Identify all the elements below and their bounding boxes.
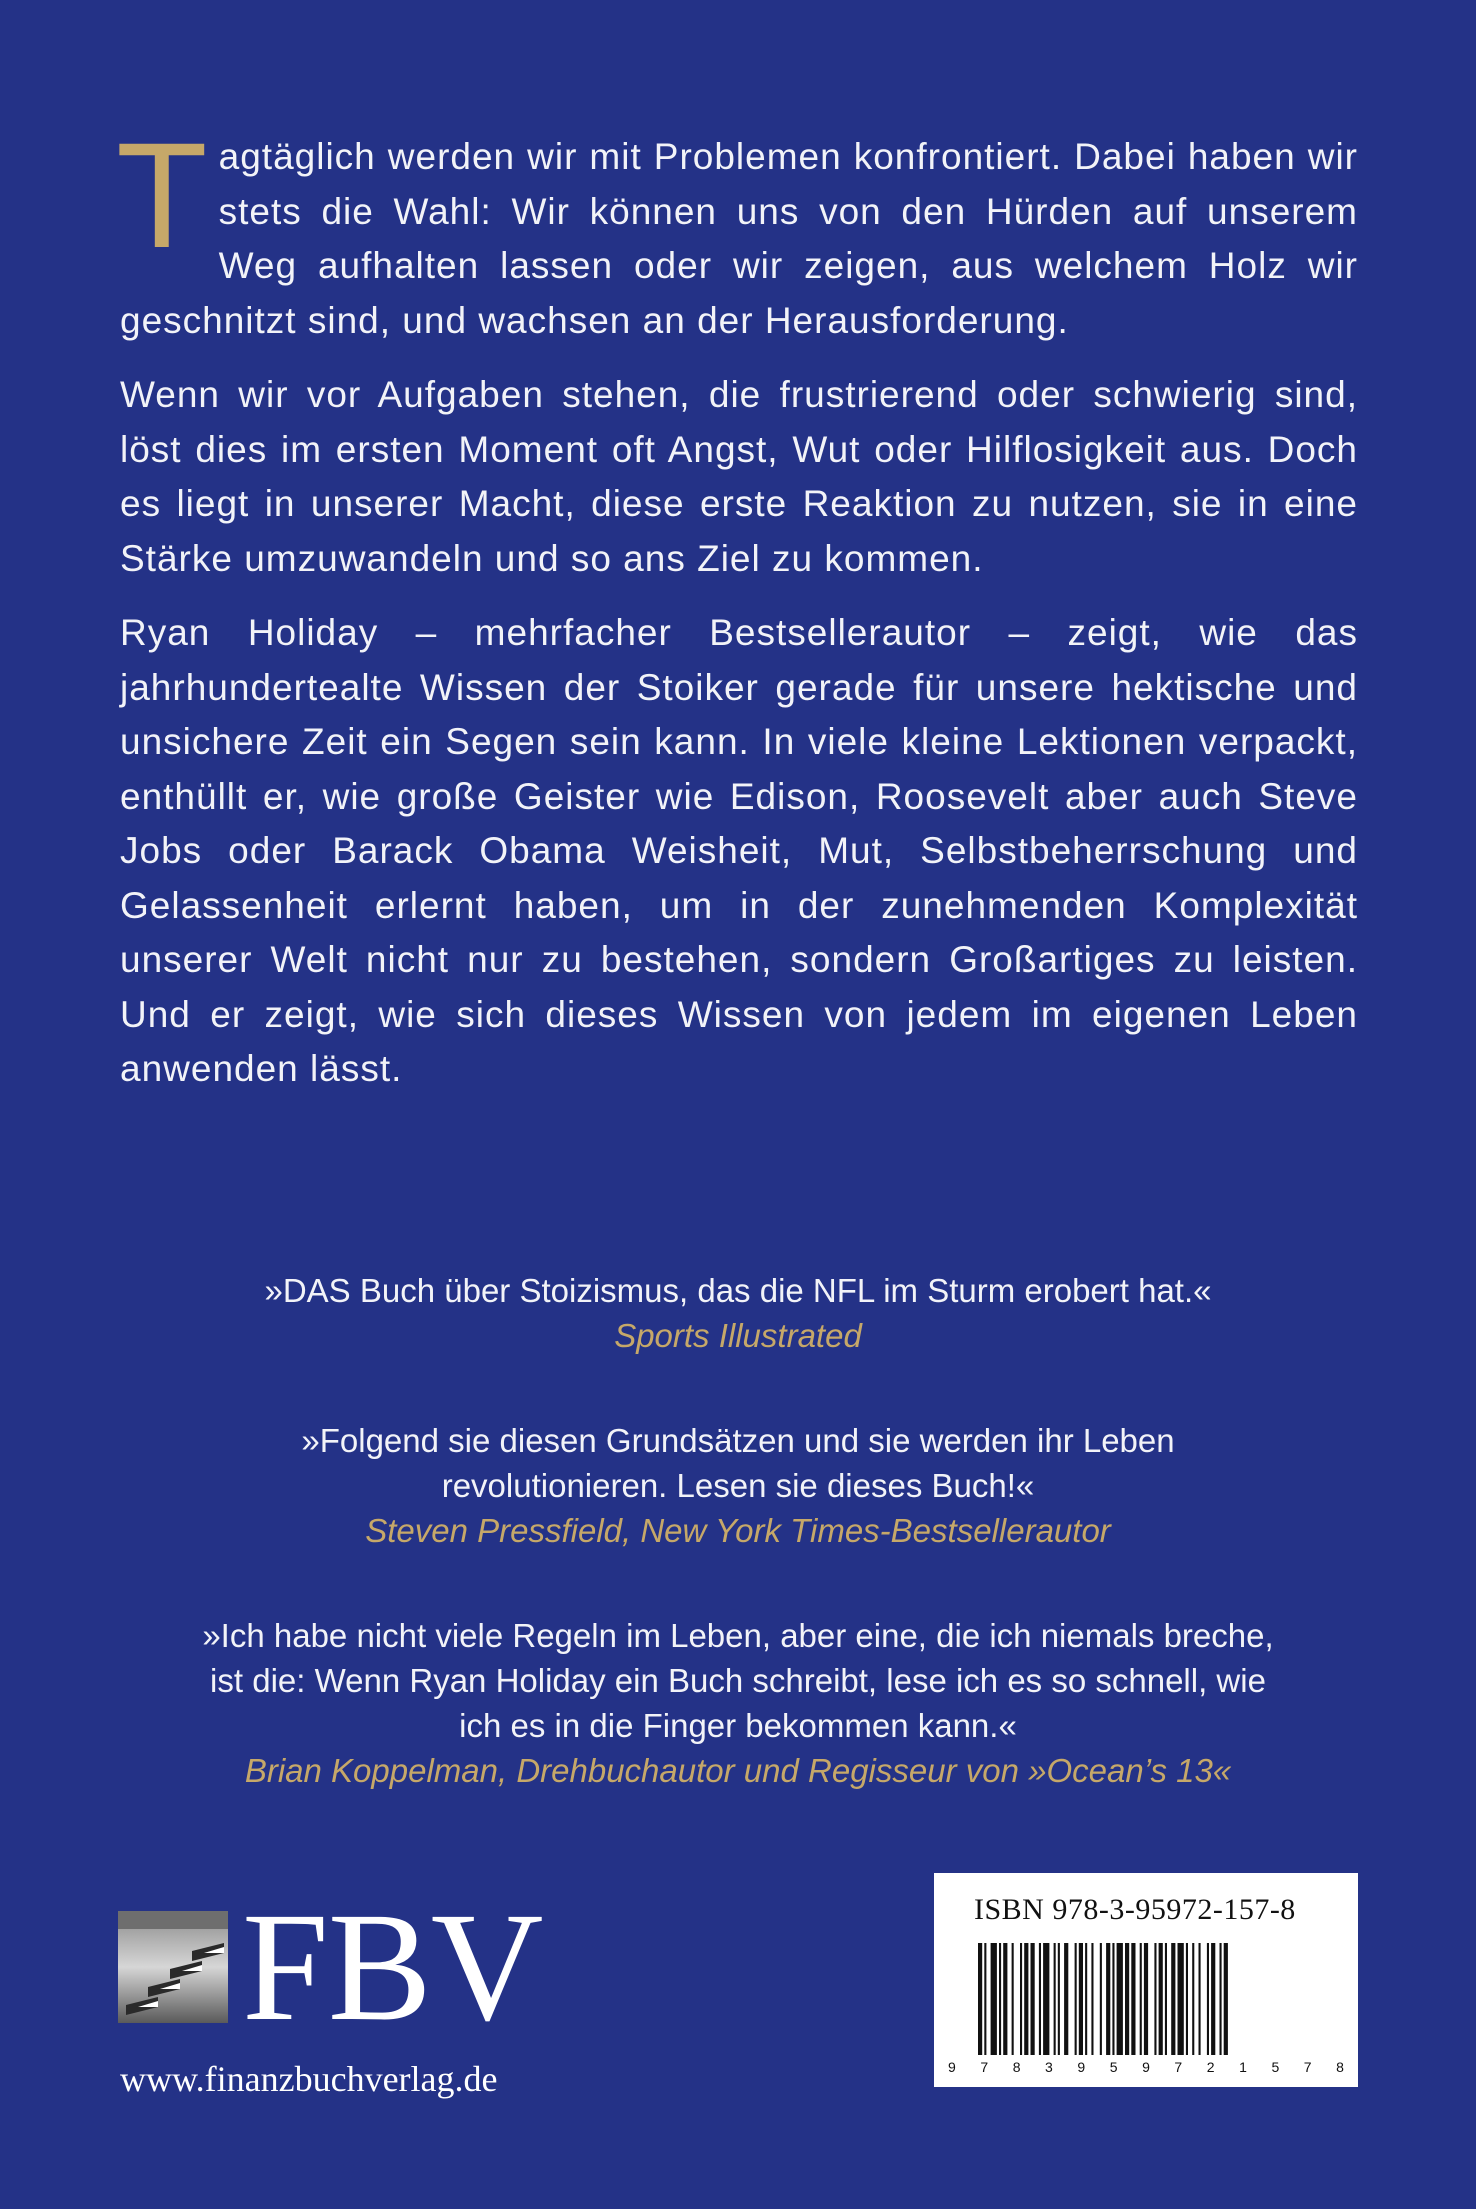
quote-text-line: ich es in die Finger bekommen kann.« bbox=[459, 1707, 1017, 1744]
barcode-digit: 5 bbox=[1271, 2059, 1280, 2075]
barcode-digit: 8 bbox=[1012, 2059, 1021, 2075]
barcode-digit: 3 bbox=[1045, 2059, 1053, 2075]
barcode-digit: 9 bbox=[1142, 2059, 1150, 2075]
quote-text-line: »DAS Buch über Stoizismus, das die NFL im Sturm erobert hat.« bbox=[264, 1272, 1212, 1309]
barcode-digit: 1 bbox=[1239, 2059, 1247, 2075]
blurb bbox=[116, 111, 1358, 1117]
quote-text-line: »Ich habe nicht viele Regeln im Leben, aber eine, die ich niemals breche, bbox=[202, 1617, 1274, 1654]
publisher-website: www.finanzbuchverlag.de bbox=[120, 2059, 498, 2099]
blurb-paragraph-2: Wenn wir vor Aufgaben stehen, die frustrierend oder schwierig sind, löst dies im ersten Moment oft Angst, Wut oder Hilflosigkeit aus. Doch es liegt in unserer Macht, diese erste Reaktion zu nutzen, sie in eine Stärke umzuwandeln und so ans Ziel zu kommen. bbox=[120, 374, 1358, 579]
blurb-paragraph-1-text: agtäglich werden wir mit Problemen konfrontiert. Dabei haben wir stets die Wahl: Wir können uns von den Hürden auf unserem Weg aufhalten lassen oder wir zeigen, aus welchem Holz wir geschnitzt sind, und wachsen an der Herausforderung. bbox=[120, 136, 1358, 341]
review-quote-3 bbox=[100, 1613, 1376, 1793]
isbn-barcode-box bbox=[934, 1873, 1358, 2087]
publisher-logo bbox=[118, 1880, 548, 2053]
barcode-digits bbox=[948, 2059, 1344, 2075]
isbn-label: ISBN 978-3-95972-157-8 bbox=[974, 1893, 1296, 1926]
review-quote-2 bbox=[100, 1418, 1376, 1553]
barcode-digit: 7 bbox=[1174, 2059, 1183, 2075]
quote-text-line: revolutionieren. Lesen sie dieses Buch!« bbox=[441, 1467, 1035, 1504]
drop-cap: T bbox=[116, 111, 209, 279]
barcode-digit: 2 bbox=[1206, 2059, 1215, 2075]
barcode-digit: 5 bbox=[1109, 2059, 1118, 2075]
quote-text-line: »Folgend sie diesen Grundsätzen und sie werden ihr Leben bbox=[301, 1422, 1175, 1459]
quote-source: Sports Illustrated bbox=[614, 1317, 862, 1354]
blurb-paragraph-3: Ryan Holiday – mehrfacher Bestsellerautor – zeigt, wie das jahrhundertealte Wissen der Stoiker gerade für unsere hektische und unsichere Zeit ein Segen sein kann. In viele kleine Lektionen verpackt, enthüllt er, wie große Geister wie Edison, Roosevelt aber auch Steve Jobs oder Barack Obama Weisheit, Mut, Selbstbeherrschung und Gelassenheit erlernt haben, um in der zunehmenden Komplexität unserer Welt nicht nur zu bestehen, sondern Großartiges zu leisten. Und er zeigt, wie sich dieses Wissen von jedem im eigenen Leben anwenden lässt. bbox=[120, 612, 1358, 1089]
barcode-digit: 9 bbox=[948, 2059, 956, 2075]
barcode-digit: 8 bbox=[1336, 2059, 1344, 2075]
quote-text-line: ist die: Wenn Ryan Holiday ein Buch schreibt, lese ich es so schnell, wie bbox=[210, 1662, 1266, 1699]
quote-source: Brian Koppelman, Drehbuchautor und Regisseur von »Ocean’s 13« bbox=[244, 1752, 1232, 1789]
barcode-digit: 7 bbox=[980, 2059, 989, 2075]
logo-wordmark: FBV bbox=[242, 1880, 543, 2053]
review-quote-1 bbox=[100, 1268, 1376, 1358]
quote-source: Steven Pressfield, New York Times-Bestsellerautor bbox=[365, 1512, 1111, 1549]
barcode-digit: 9 bbox=[1077, 2059, 1086, 2075]
review-quotes bbox=[100, 1268, 1376, 1853]
barcode-icon bbox=[978, 1943, 1314, 2055]
staircase-logo-icon bbox=[118, 1911, 228, 2023]
barcode-digit: 7 bbox=[1303, 2059, 1312, 2075]
blurb-paragraph-1 bbox=[116, 111, 1358, 348]
